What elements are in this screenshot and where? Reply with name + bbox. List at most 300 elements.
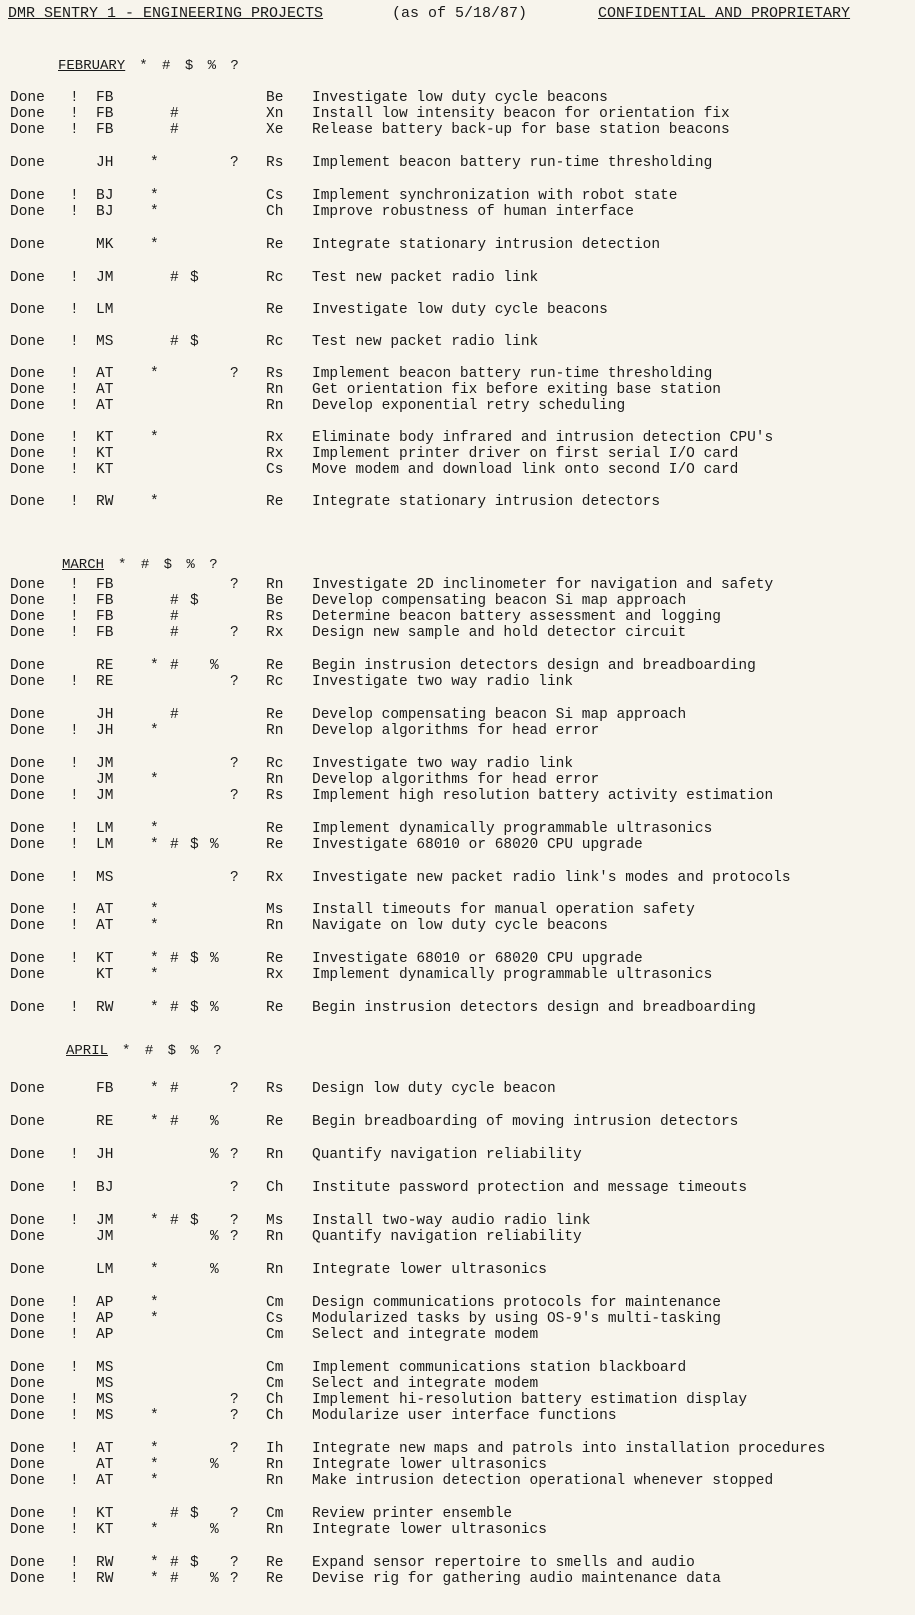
status: Done	[10, 707, 45, 723]
initials: FB	[96, 106, 114, 122]
symbol-star: *	[150, 967, 159, 983]
symbol-dollar: $	[190, 1213, 199, 1229]
task-description: Implement beacon battery run-time thresholding	[312, 366, 713, 382]
initials: KT	[96, 967, 114, 983]
status: Done	[10, 1295, 45, 1311]
task-code: Rc	[266, 756, 284, 772]
initials: KT	[96, 430, 114, 446]
initials: MS	[96, 1408, 114, 1424]
priority-mark: !	[70, 870, 79, 886]
task-code: Re	[266, 1000, 284, 1016]
month-name: MARCH	[62, 557, 105, 573]
task-description: Install two-way audio radio link	[312, 1213, 591, 1229]
symbol-hash: #	[170, 122, 179, 138]
task-description: Develop compensating beacon Si map approach	[312, 707, 687, 723]
task-description: Quantify navigation reliability	[312, 1229, 582, 1245]
task-code: Cs	[266, 1311, 284, 1327]
symbol-star: *	[150, 1571, 159, 1587]
task-code: Ch	[266, 1180, 284, 1196]
initials: JH	[96, 155, 114, 171]
status: Done	[10, 1081, 45, 1097]
symbol-hash: #	[170, 1555, 179, 1571]
symbol-question: ?	[230, 1213, 239, 1229]
symbol-question: ?	[230, 625, 239, 641]
task-description: Modularized tasks by using OS-9's multi-tasking	[312, 1311, 721, 1327]
task-code: Rn	[266, 1147, 284, 1163]
priority-mark: !	[70, 1408, 79, 1424]
symbol-dollar: $	[190, 837, 199, 853]
priority-mark: !	[70, 625, 79, 641]
initials: AP	[96, 1295, 114, 1311]
task-description: Investigate 68010 or 68020 CPU upgrade	[312, 837, 643, 853]
priority-mark: !	[70, 756, 79, 772]
priority-mark: !	[70, 837, 79, 853]
task-description: Review printer ensemble	[312, 1506, 513, 1522]
status: Done	[10, 1441, 45, 1457]
symbol-star: *	[150, 723, 159, 739]
task-code: Rx	[266, 430, 284, 446]
initials: KT	[96, 1522, 114, 1538]
task-code: Rn	[266, 577, 284, 593]
status: Done	[10, 1213, 45, 1229]
status: Done	[10, 918, 45, 934]
task-code: Cm	[266, 1376, 284, 1392]
symbol-hash: #	[170, 1506, 179, 1522]
task-code: Cs	[266, 188, 284, 204]
task-code: Xn	[266, 106, 284, 122]
initials: BJ	[96, 204, 114, 220]
task-code: Rn	[266, 1473, 284, 1489]
priority-mark: !	[70, 90, 79, 106]
task-description: Implement high resolution battery activity estimation	[312, 788, 774, 804]
task-code: Cs	[266, 462, 284, 478]
task-code: Ch	[266, 204, 284, 220]
symbol-star: *	[150, 204, 159, 220]
month-heading	[66, 1043, 225, 1059]
initials: AT	[96, 398, 114, 414]
status: Done	[10, 122, 45, 138]
task-description: Integrate stationary intrusion detection	[312, 237, 661, 253]
task-code: Re	[266, 1114, 284, 1130]
task-code: Re	[266, 821, 284, 837]
initials: AT	[96, 366, 114, 382]
symbol-star: *	[150, 1114, 159, 1130]
task-code: Rn	[266, 382, 284, 398]
symbol-hash: #	[170, 707, 179, 723]
status: Done	[10, 204, 45, 220]
month-heading	[58, 58, 242, 74]
initials: AP	[96, 1327, 114, 1343]
initials: FB	[96, 1081, 114, 1097]
task-code: Rc	[266, 334, 284, 350]
task-description: Investigate new packet radio link's modes and protocols	[312, 870, 791, 886]
task-description: Move modem and download link onto second I/O card	[312, 462, 739, 478]
symbol-percent: %	[210, 1229, 219, 1245]
task-code: Xe	[266, 122, 284, 138]
month-symbols: * # $ % ?	[122, 1043, 225, 1059]
status: Done	[10, 658, 45, 674]
task-code: Ih	[266, 1441, 284, 1457]
status: Done	[10, 788, 45, 804]
task-code: Rs	[266, 366, 284, 382]
status: Done	[10, 1473, 45, 1489]
initials: KT	[96, 446, 114, 462]
task-description: Integrate new maps and patrols into installation procedures	[312, 1441, 826, 1457]
task-description: Expand sensor repertoire to smells and audio	[312, 1555, 695, 1571]
task-code: Rn	[266, 1262, 284, 1278]
status: Done	[10, 625, 45, 641]
initials: KT	[96, 462, 114, 478]
status: Done	[10, 1360, 45, 1376]
task-code: Re	[266, 951, 284, 967]
symbol-percent: %	[210, 951, 219, 967]
initials: KT	[96, 1506, 114, 1522]
symbol-question: ?	[230, 1441, 239, 1457]
task-description: Integrate lower ultrasonics	[312, 1522, 547, 1538]
task-code: Re	[266, 302, 284, 318]
task-description: Design communications protocols for maintenance	[312, 1295, 721, 1311]
status: Done	[10, 1392, 45, 1408]
initials: FB	[96, 577, 114, 593]
task-description: Implement dynamically programmable ultrasonics	[312, 967, 713, 983]
task-description: Implement printer driver on first serial I/O card	[312, 446, 739, 462]
task-description: Begin instrusion detectors design and breadboarding	[312, 1000, 756, 1016]
initials: MS	[96, 1392, 114, 1408]
month-name: APRIL	[66, 1043, 109, 1059]
priority-mark: !	[70, 902, 79, 918]
status: Done	[10, 1147, 45, 1163]
task-description: Modularize user interface functions	[312, 1408, 617, 1424]
month-symbols: * # $ % ?	[118, 557, 221, 573]
task-description: Devise rig for gathering audio maintenance data	[312, 1571, 721, 1587]
task-description: Investigate 68010 or 68020 CPU upgrade	[312, 951, 643, 967]
task-description: Investigate low duty cycle beacons	[312, 302, 608, 318]
month-heading	[62, 557, 221, 573]
status: Done	[10, 1457, 45, 1473]
status: Done	[10, 430, 45, 446]
as-of-date: (as of 5/18/87)	[392, 5, 528, 22]
task-description: Implement beacon battery run-time thresholding	[312, 155, 713, 171]
priority-mark: !	[70, 446, 79, 462]
status: Done	[10, 155, 45, 171]
symbol-question: ?	[230, 1506, 239, 1522]
task-code: Rn	[266, 723, 284, 739]
initials: RW	[96, 1571, 114, 1587]
initials: JM	[96, 1229, 114, 1245]
symbol-star: *	[150, 237, 159, 253]
symbol-star: *	[150, 1000, 159, 1016]
symbol-star: *	[150, 1081, 159, 1097]
priority-mark: !	[70, 366, 79, 382]
symbol-hash: #	[170, 1000, 179, 1016]
task-description: Investigate two way radio link	[312, 756, 574, 772]
symbol-question: ?	[230, 1408, 239, 1424]
symbol-star: *	[150, 951, 159, 967]
symbol-dollar: $	[190, 593, 199, 609]
status: Done	[10, 90, 45, 106]
priority-mark: !	[70, 1441, 79, 1457]
status: Done	[10, 334, 45, 350]
task-code: Re	[266, 1555, 284, 1571]
task-description: Test new packet radio link	[312, 270, 539, 286]
task-code: Cm	[266, 1360, 284, 1376]
initials: JM	[96, 756, 114, 772]
priority-mark: !	[70, 122, 79, 138]
task-description: Develop compensating beacon Si map approach	[312, 593, 687, 609]
status: Done	[10, 609, 45, 625]
initials: MS	[96, 1376, 114, 1392]
task-description: Select and integrate modem	[312, 1327, 539, 1343]
symbol-star: *	[150, 155, 159, 171]
priority-mark: !	[70, 951, 79, 967]
status: Done	[10, 494, 45, 510]
symbol-dollar: $	[190, 1506, 199, 1522]
symbol-star: *	[150, 1457, 159, 1473]
task-code: Ms	[266, 902, 284, 918]
symbol-hash: #	[170, 106, 179, 122]
symbol-question: ?	[230, 155, 239, 171]
task-description: Determine beacon battery assessment and logging	[312, 609, 721, 625]
task-code: Rs	[266, 155, 284, 171]
priority-mark: !	[70, 1295, 79, 1311]
task-code: Rx	[266, 446, 284, 462]
task-code: Re	[266, 837, 284, 853]
task-code: Rs	[266, 609, 284, 625]
initials: JH	[96, 707, 114, 723]
task-description: Begin breadboarding of moving intrusion detectors	[312, 1114, 739, 1130]
task-code: Rx	[266, 967, 284, 983]
priority-mark: !	[70, 1000, 79, 1016]
initials: AT	[96, 382, 114, 398]
task-description: Integrate stationary intrusion detectors	[312, 494, 661, 510]
task-description: Begin instrusion detectors design and breadboarding	[312, 658, 756, 674]
task-code: Rx	[266, 870, 284, 886]
task-code: Rn	[266, 1229, 284, 1245]
status: Done	[10, 366, 45, 382]
initials: RW	[96, 1555, 114, 1571]
symbol-percent: %	[210, 1114, 219, 1130]
symbol-hash: #	[170, 270, 179, 286]
initials: MS	[96, 1360, 114, 1376]
status: Done	[10, 302, 45, 318]
symbol-star: *	[150, 1408, 159, 1424]
symbol-hash: #	[170, 837, 179, 853]
task-code: Rn	[266, 1457, 284, 1473]
task-description: Implement synchronization with robot state	[312, 188, 678, 204]
status: Done	[10, 902, 45, 918]
priority-mark: !	[70, 188, 79, 204]
initials: LM	[96, 821, 114, 837]
task-description: Test new packet radio link	[312, 334, 539, 350]
symbol-star: *	[150, 658, 159, 674]
task-code: Rn	[266, 1522, 284, 1538]
symbol-hash: #	[170, 1114, 179, 1130]
status: Done	[10, 1327, 45, 1343]
priority-mark: !	[70, 1311, 79, 1327]
symbol-question: ?	[230, 1571, 239, 1587]
status: Done	[10, 593, 45, 609]
symbol-hash: #	[170, 334, 179, 350]
task-description: Investigate 2D inclinometer for navigation and safety	[312, 577, 774, 593]
status: Done	[10, 106, 45, 122]
month-name: FEBRUARY	[58, 58, 126, 74]
status: Done	[10, 237, 45, 253]
symbol-star: *	[150, 918, 159, 934]
initials: AP	[96, 1311, 114, 1327]
task-description: Install low intensity beacon for orientation fix	[312, 106, 730, 122]
task-code: Rx	[266, 625, 284, 641]
symbol-question: ?	[230, 1147, 239, 1163]
status: Done	[10, 1376, 45, 1392]
symbol-hash: #	[170, 609, 179, 625]
status: Done	[10, 674, 45, 690]
symbol-dollar: $	[190, 1555, 199, 1571]
priority-mark: !	[70, 1555, 79, 1571]
symbol-percent: %	[210, 1457, 219, 1473]
initials: AT	[96, 902, 114, 918]
priority-mark: !	[70, 1213, 79, 1229]
priority-mark: !	[70, 334, 79, 350]
status: Done	[10, 577, 45, 593]
symbol-hash: #	[170, 951, 179, 967]
priority-mark: !	[70, 1571, 79, 1587]
task-code: Re	[266, 707, 284, 723]
task-description: Navigate on low duty cycle beacons	[312, 918, 608, 934]
symbol-question: ?	[230, 674, 239, 690]
initials: MS	[96, 870, 114, 886]
status: Done	[10, 772, 45, 788]
initials: BJ	[96, 1180, 114, 1196]
symbol-dollar: $	[190, 270, 199, 286]
status: Done	[10, 188, 45, 204]
task-description: Investigate low duty cycle beacons	[312, 90, 608, 106]
task-description: Develop algorithms for head error	[312, 772, 600, 788]
symbol-star: *	[150, 902, 159, 918]
status: Done	[10, 723, 45, 739]
status: Done	[10, 1262, 45, 1278]
task-code: Rs	[266, 1081, 284, 1097]
initials: FB	[96, 625, 114, 641]
priority-mark: !	[70, 462, 79, 478]
priority-mark: !	[70, 1360, 79, 1376]
status: Done	[10, 821, 45, 837]
symbol-star: *	[150, 366, 159, 382]
task-code: Be	[266, 90, 284, 106]
status: Done	[10, 270, 45, 286]
priority-mark: !	[70, 1180, 79, 1196]
priority-mark: !	[70, 430, 79, 446]
priority-mark: !	[70, 1506, 79, 1522]
task-description: Quantify navigation reliability	[312, 1147, 582, 1163]
task-description: Develop exponential retry scheduling	[312, 398, 626, 414]
initials: KT	[96, 951, 114, 967]
task-code: Rn	[266, 772, 284, 788]
symbol-star: *	[150, 1441, 159, 1457]
symbol-question: ?	[230, 1081, 239, 1097]
status: Done	[10, 870, 45, 886]
status: Done	[10, 1180, 45, 1196]
task-description: Make intrusion detection operational whenever stopped	[312, 1473, 774, 1489]
symbol-percent: %	[210, 837, 219, 853]
task-code: Re	[266, 494, 284, 510]
initials: AT	[96, 1457, 114, 1473]
status: Done	[10, 837, 45, 853]
task-description: Integrate lower ultrasonics	[312, 1457, 547, 1473]
symbol-question: ?	[230, 577, 239, 593]
symbol-percent: %	[210, 1571, 219, 1587]
month-symbols: * # $ % ?	[139, 58, 242, 74]
task-description: Design new sample and hold detector circuit	[312, 625, 687, 641]
symbol-star: *	[150, 494, 159, 510]
task-description: Get orientation fix before exiting base station	[312, 382, 721, 398]
task-description: Institute password protection and message timeouts	[312, 1180, 748, 1196]
initials: AT	[96, 1441, 114, 1457]
symbol-question: ?	[230, 1229, 239, 1245]
initials: LM	[96, 837, 114, 853]
task-description: Implement hi-resolution battery estimation display	[312, 1392, 748, 1408]
task-code: Cm	[266, 1506, 284, 1522]
status: Done	[10, 382, 45, 398]
priority-mark: !	[70, 1522, 79, 1538]
initials: LM	[96, 1262, 114, 1278]
symbol-dollar: $	[190, 334, 199, 350]
status: Done	[10, 446, 45, 462]
task-code: Be	[266, 593, 284, 609]
initials: JM	[96, 1213, 114, 1229]
status: Done	[10, 1000, 45, 1016]
priority-mark: !	[70, 1473, 79, 1489]
priority-mark: !	[70, 788, 79, 804]
task-description: Improve robustness of human interface	[312, 204, 634, 220]
initials: FB	[96, 609, 114, 625]
symbol-star: *	[150, 772, 159, 788]
symbol-question: ?	[230, 1392, 239, 1408]
task-description: Install timeouts for manual operation safety	[312, 902, 695, 918]
symbol-star: *	[150, 1522, 159, 1538]
symbol-percent: %	[210, 1522, 219, 1538]
initials: MK	[96, 237, 114, 253]
status: Done	[10, 1408, 45, 1424]
symbol-question: ?	[230, 1555, 239, 1571]
task-description: Implement dynamically programmable ultrasonics	[312, 821, 713, 837]
symbol-star: *	[150, 1555, 159, 1571]
task-description: Investigate two way radio link	[312, 674, 574, 690]
task-code: Rc	[266, 270, 284, 286]
task-code: Rn	[266, 398, 284, 414]
symbol-hash: #	[170, 625, 179, 641]
task-description: Design low duty cycle beacon	[312, 1081, 556, 1097]
priority-mark: !	[70, 674, 79, 690]
priority-mark: !	[70, 398, 79, 414]
symbol-dollar: $	[190, 1000, 199, 1016]
priority-mark: !	[70, 302, 79, 318]
symbol-star: *	[150, 188, 159, 204]
priority-mark: !	[70, 382, 79, 398]
priority-mark: !	[70, 1147, 79, 1163]
symbol-percent: %	[210, 1000, 219, 1016]
initials: RE	[96, 674, 114, 690]
status: Done	[10, 1522, 45, 1538]
status: Done	[10, 1571, 45, 1587]
symbol-star: *	[150, 1262, 159, 1278]
task-description: Release battery back-up for base station beacons	[312, 122, 730, 138]
initials: FB	[96, 593, 114, 609]
initials: AT	[96, 918, 114, 934]
symbol-question: ?	[230, 366, 239, 382]
initials: RW	[96, 494, 114, 510]
priority-mark: !	[70, 723, 79, 739]
symbol-dollar: $	[190, 951, 199, 967]
